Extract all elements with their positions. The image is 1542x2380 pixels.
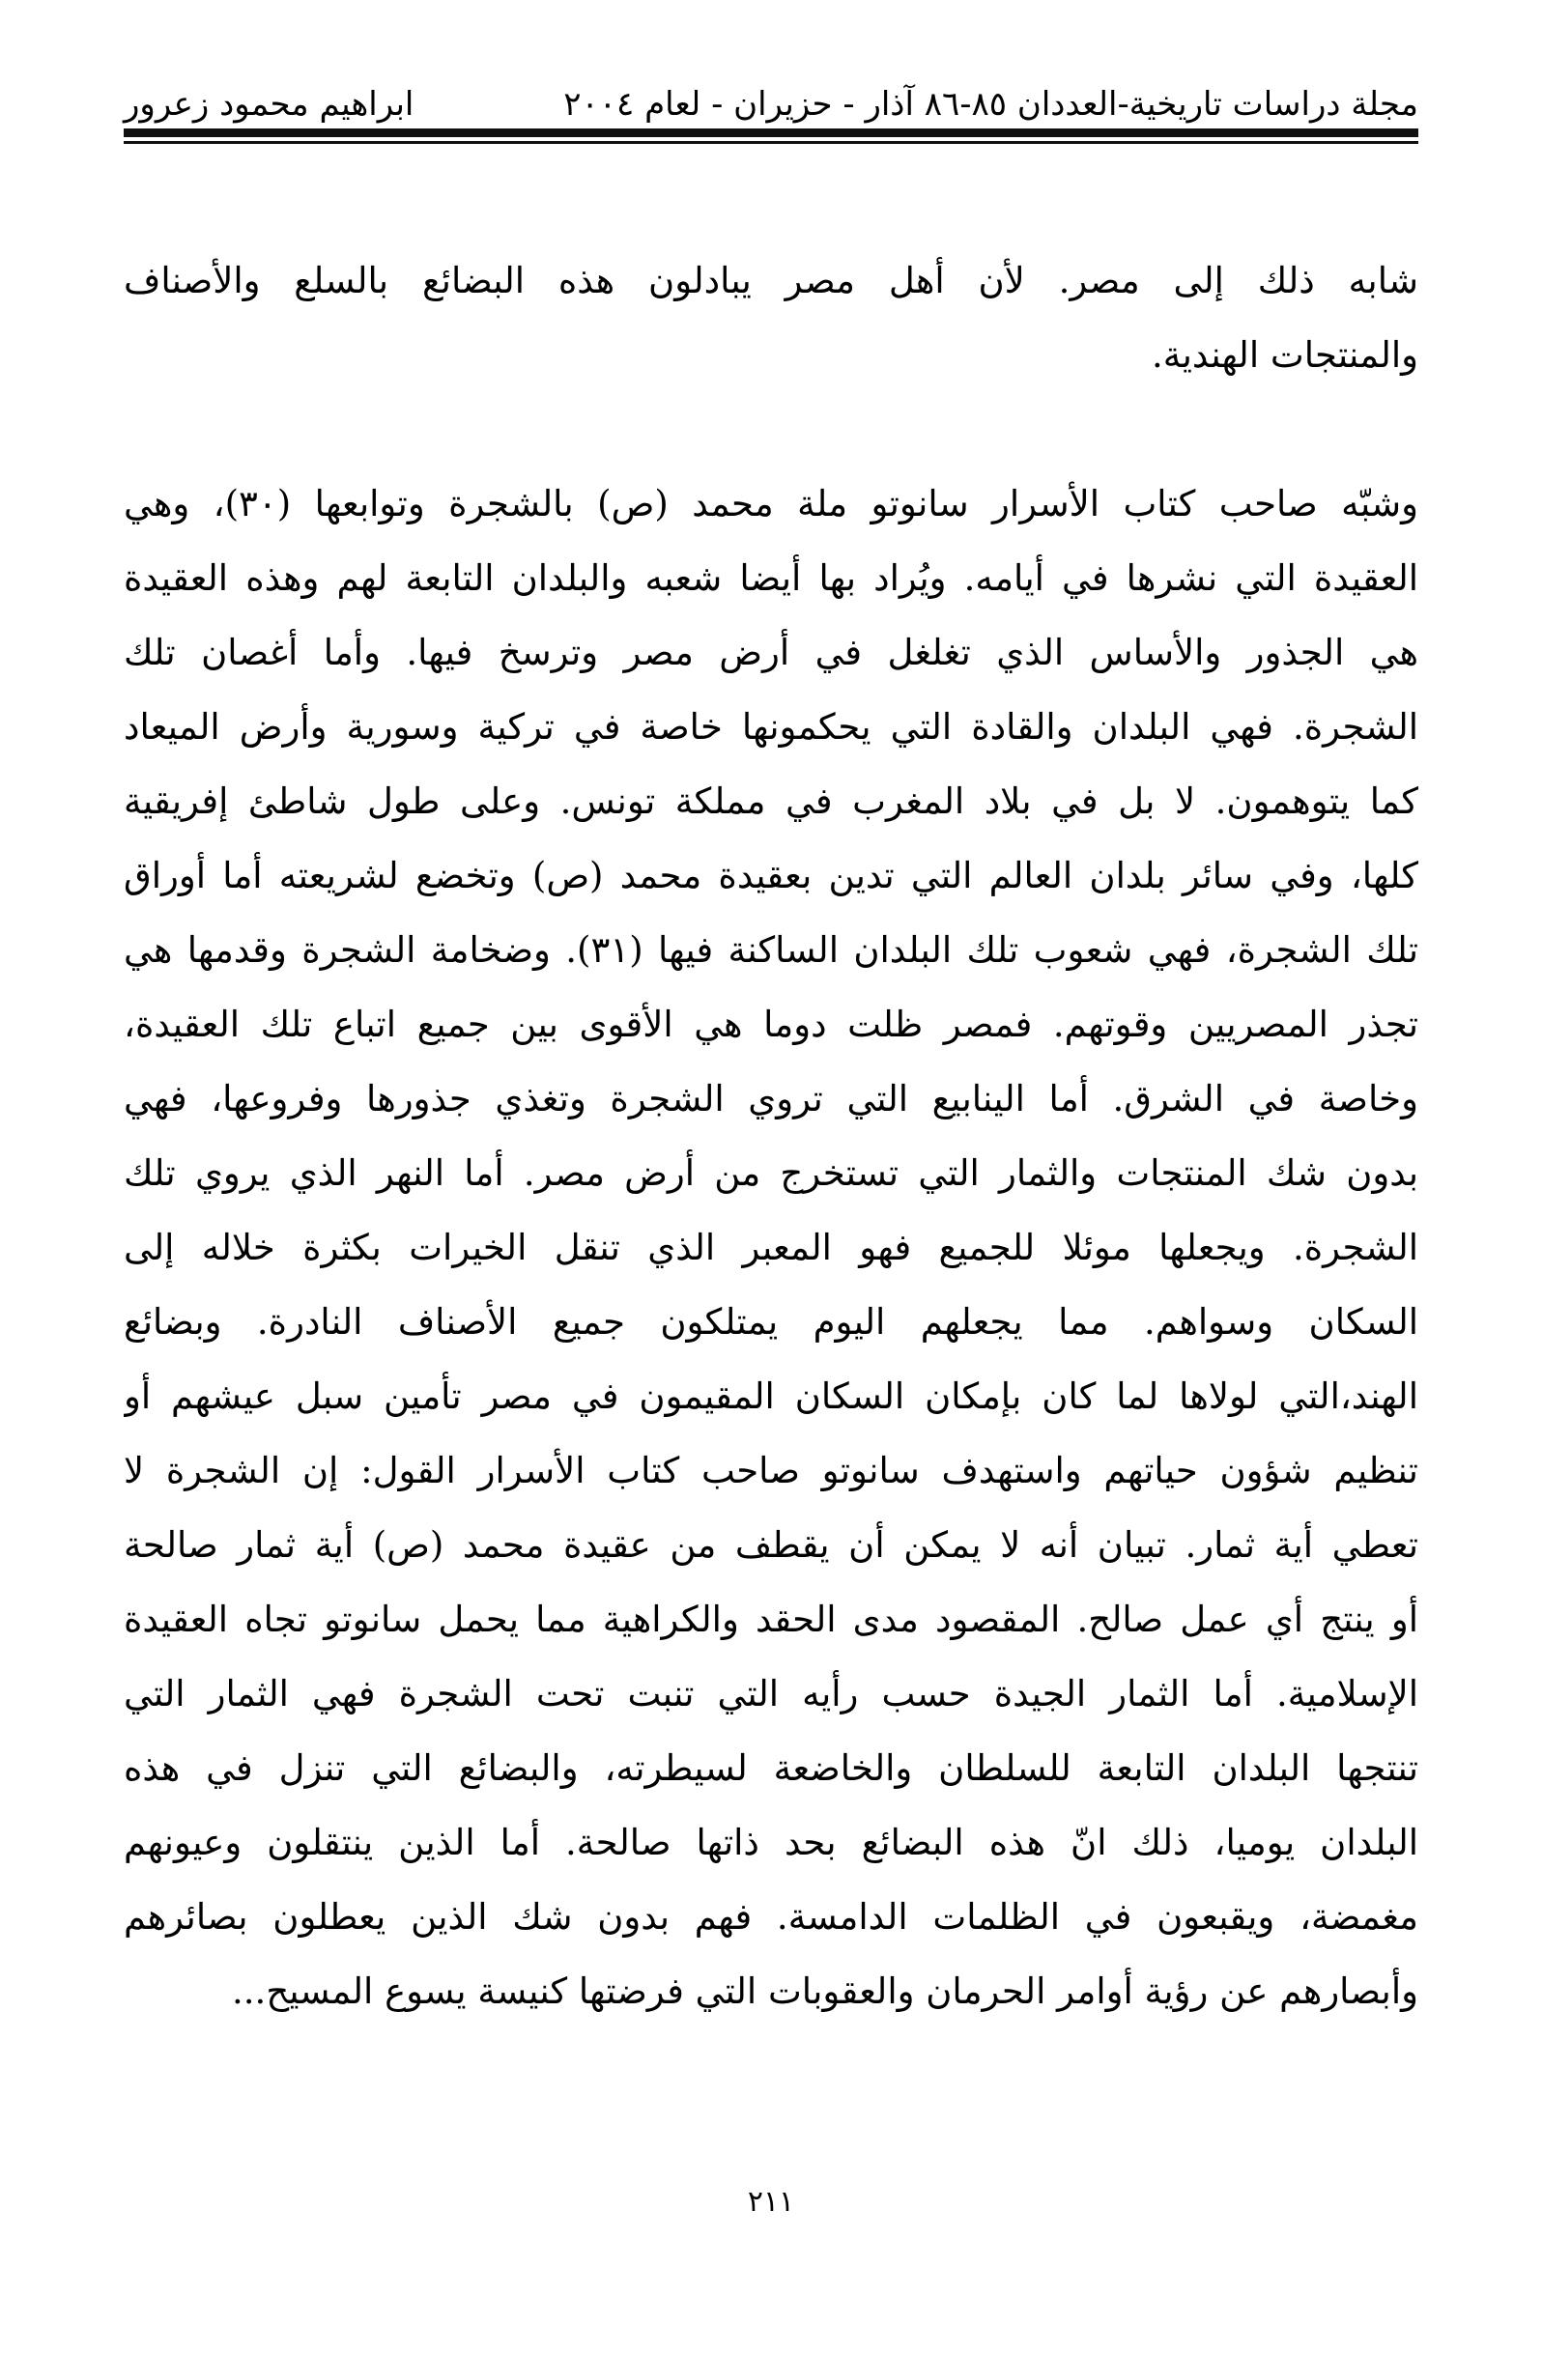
text-line: شابه ذلك إلى مصر. لأن أهل مصر يبادلون هذه البضائع بالسلع والأصناف bbox=[124, 260, 1418, 301]
text-line: تنتجها البلدان التابعة للسلطان والخاضعة لسيطرته، والبضائع التي تنزل في هذه bbox=[124, 1747, 1418, 1789]
text-line: كما يتوهمون. لا بل في بلاد المغرب في مملكة تونس. وعلى طول شاطئ إفريقية bbox=[124, 780, 1418, 822]
text-line: مغمضة، ويقبعون في الظلمات الدامسة. فهم بدون شك الذين يعطلون بصائرهم bbox=[124, 1896, 1418, 1938]
text-line: تجذر المصريين وقوتهم. فمصر ظلت دوما هي الأقوى بين جميع اتباع تلك العقيدة، bbox=[124, 1004, 1418, 1045]
text-line: هي الجذور والأساس الذي تغلغل في أرض مصر وترسخ فيها. وأما أغصان تلك bbox=[124, 632, 1418, 673]
text-line: وخاصة في الشرق. أما الينابيع التي تروي الشجرة وتغذي جذورها وفروعها، فهي bbox=[124, 1078, 1418, 1119]
journal-citation: مجلة دراسات تاريخية-العددان ٨٥-٨٦ آذار - حزيران - لعام ٢٠٠٤ bbox=[563, 85, 1418, 124]
text-line: وشبّه صاحب كتاب الأسرار سانوتو ملة محمد (ص) بالشجرة وتوابعها (٣٠)، وهي bbox=[124, 483, 1418, 524]
text-line: الشجرة. ويجعلها موئلا للجميع فهو المعبر الذي تنقل الخيرات بكثرة خلاله إلى bbox=[124, 1227, 1418, 1268]
text-line: أو ينتج أي عمل صالح. المقصود مدى الحقد والكراهية مما يحمل سانوتو تجاه العقيدة bbox=[124, 1599, 1418, 1640]
text-line: تلك الشجرة، فهي شعوب تلك البلدان الساكنة فيها (٣١). وضخامة الشجرة وقدمها هي bbox=[124, 929, 1418, 971]
header-rule-thin bbox=[124, 141, 1418, 144]
page-number: ٢١١ bbox=[747, 2185, 795, 2219]
author-name: ابراهيم محمود زعرور bbox=[124, 85, 414, 124]
text-line: الإسلامية. أما الثمار الجيدة حسب رأيه التي تنبت تحت الشجرة فهي الثمار التي bbox=[124, 1673, 1418, 1714]
paragraph-1 bbox=[124, 243, 1418, 392]
text-line: السكان وسواهم. مما يجعلهم اليوم يمتلكون جميع الأصناف النادرة. وبضائع bbox=[124, 1301, 1418, 1343]
text-line: الهند،التي لولاها لما كان بإمكان السكان المقيمون في مصر تأمين سبل عيشهم أو bbox=[124, 1375, 1418, 1417]
text-line: البلدان يوميا، ذلك انّ هذه البضائع بحد ذاتها صالحة. أما الذين ينتقلون وعيونهم bbox=[124, 1822, 1418, 1863]
text-line: الشجرة. فهي البلدان والقادة التي يحكمونها خاصة في تركية وسورية وأرض الميعاد bbox=[124, 706, 1418, 748]
text-line: كلها، وفي سائر بلدان العالم التي تدين بعقيدة محمد (ص) وتخضع لشريعته أما أوراق bbox=[124, 855, 1418, 896]
text-line: تنظيم شؤون حياتهم واستهدف سانوتو صاحب كتاب الأسرار القول: إن الشجرة لا bbox=[124, 1450, 1418, 1491]
paragraph-2 bbox=[124, 467, 1418, 2028]
running-header bbox=[124, 68, 1418, 126]
body-text bbox=[124, 243, 1418, 2028]
text-line: والمنتجات الهندية. bbox=[1152, 334, 1418, 376]
text-line: تعطي أية ثمار. تبيان أنه لا يمكن أن يقطف من عقيدة محمد (ص) أية ثمار صالحة bbox=[124, 1524, 1418, 1566]
text-line: وأبصارهم عن رؤية أوامر الحرمان والعقوبات التي فرضتها كنيسة يسوع المسيح... bbox=[232, 1970, 1418, 2012]
header-rule-thick bbox=[124, 128, 1418, 137]
text-line: بدون شك المنتجات والثمار التي تستخرج من أرض مصر. أما النهر الذي يروي تلك bbox=[124, 1152, 1418, 1194]
text-line: العقيدة التي نشرها في أيامه. ويُراد بها أيضا شعبه والبلدان التابعة لهم وهذه العقيدة bbox=[124, 557, 1418, 599]
